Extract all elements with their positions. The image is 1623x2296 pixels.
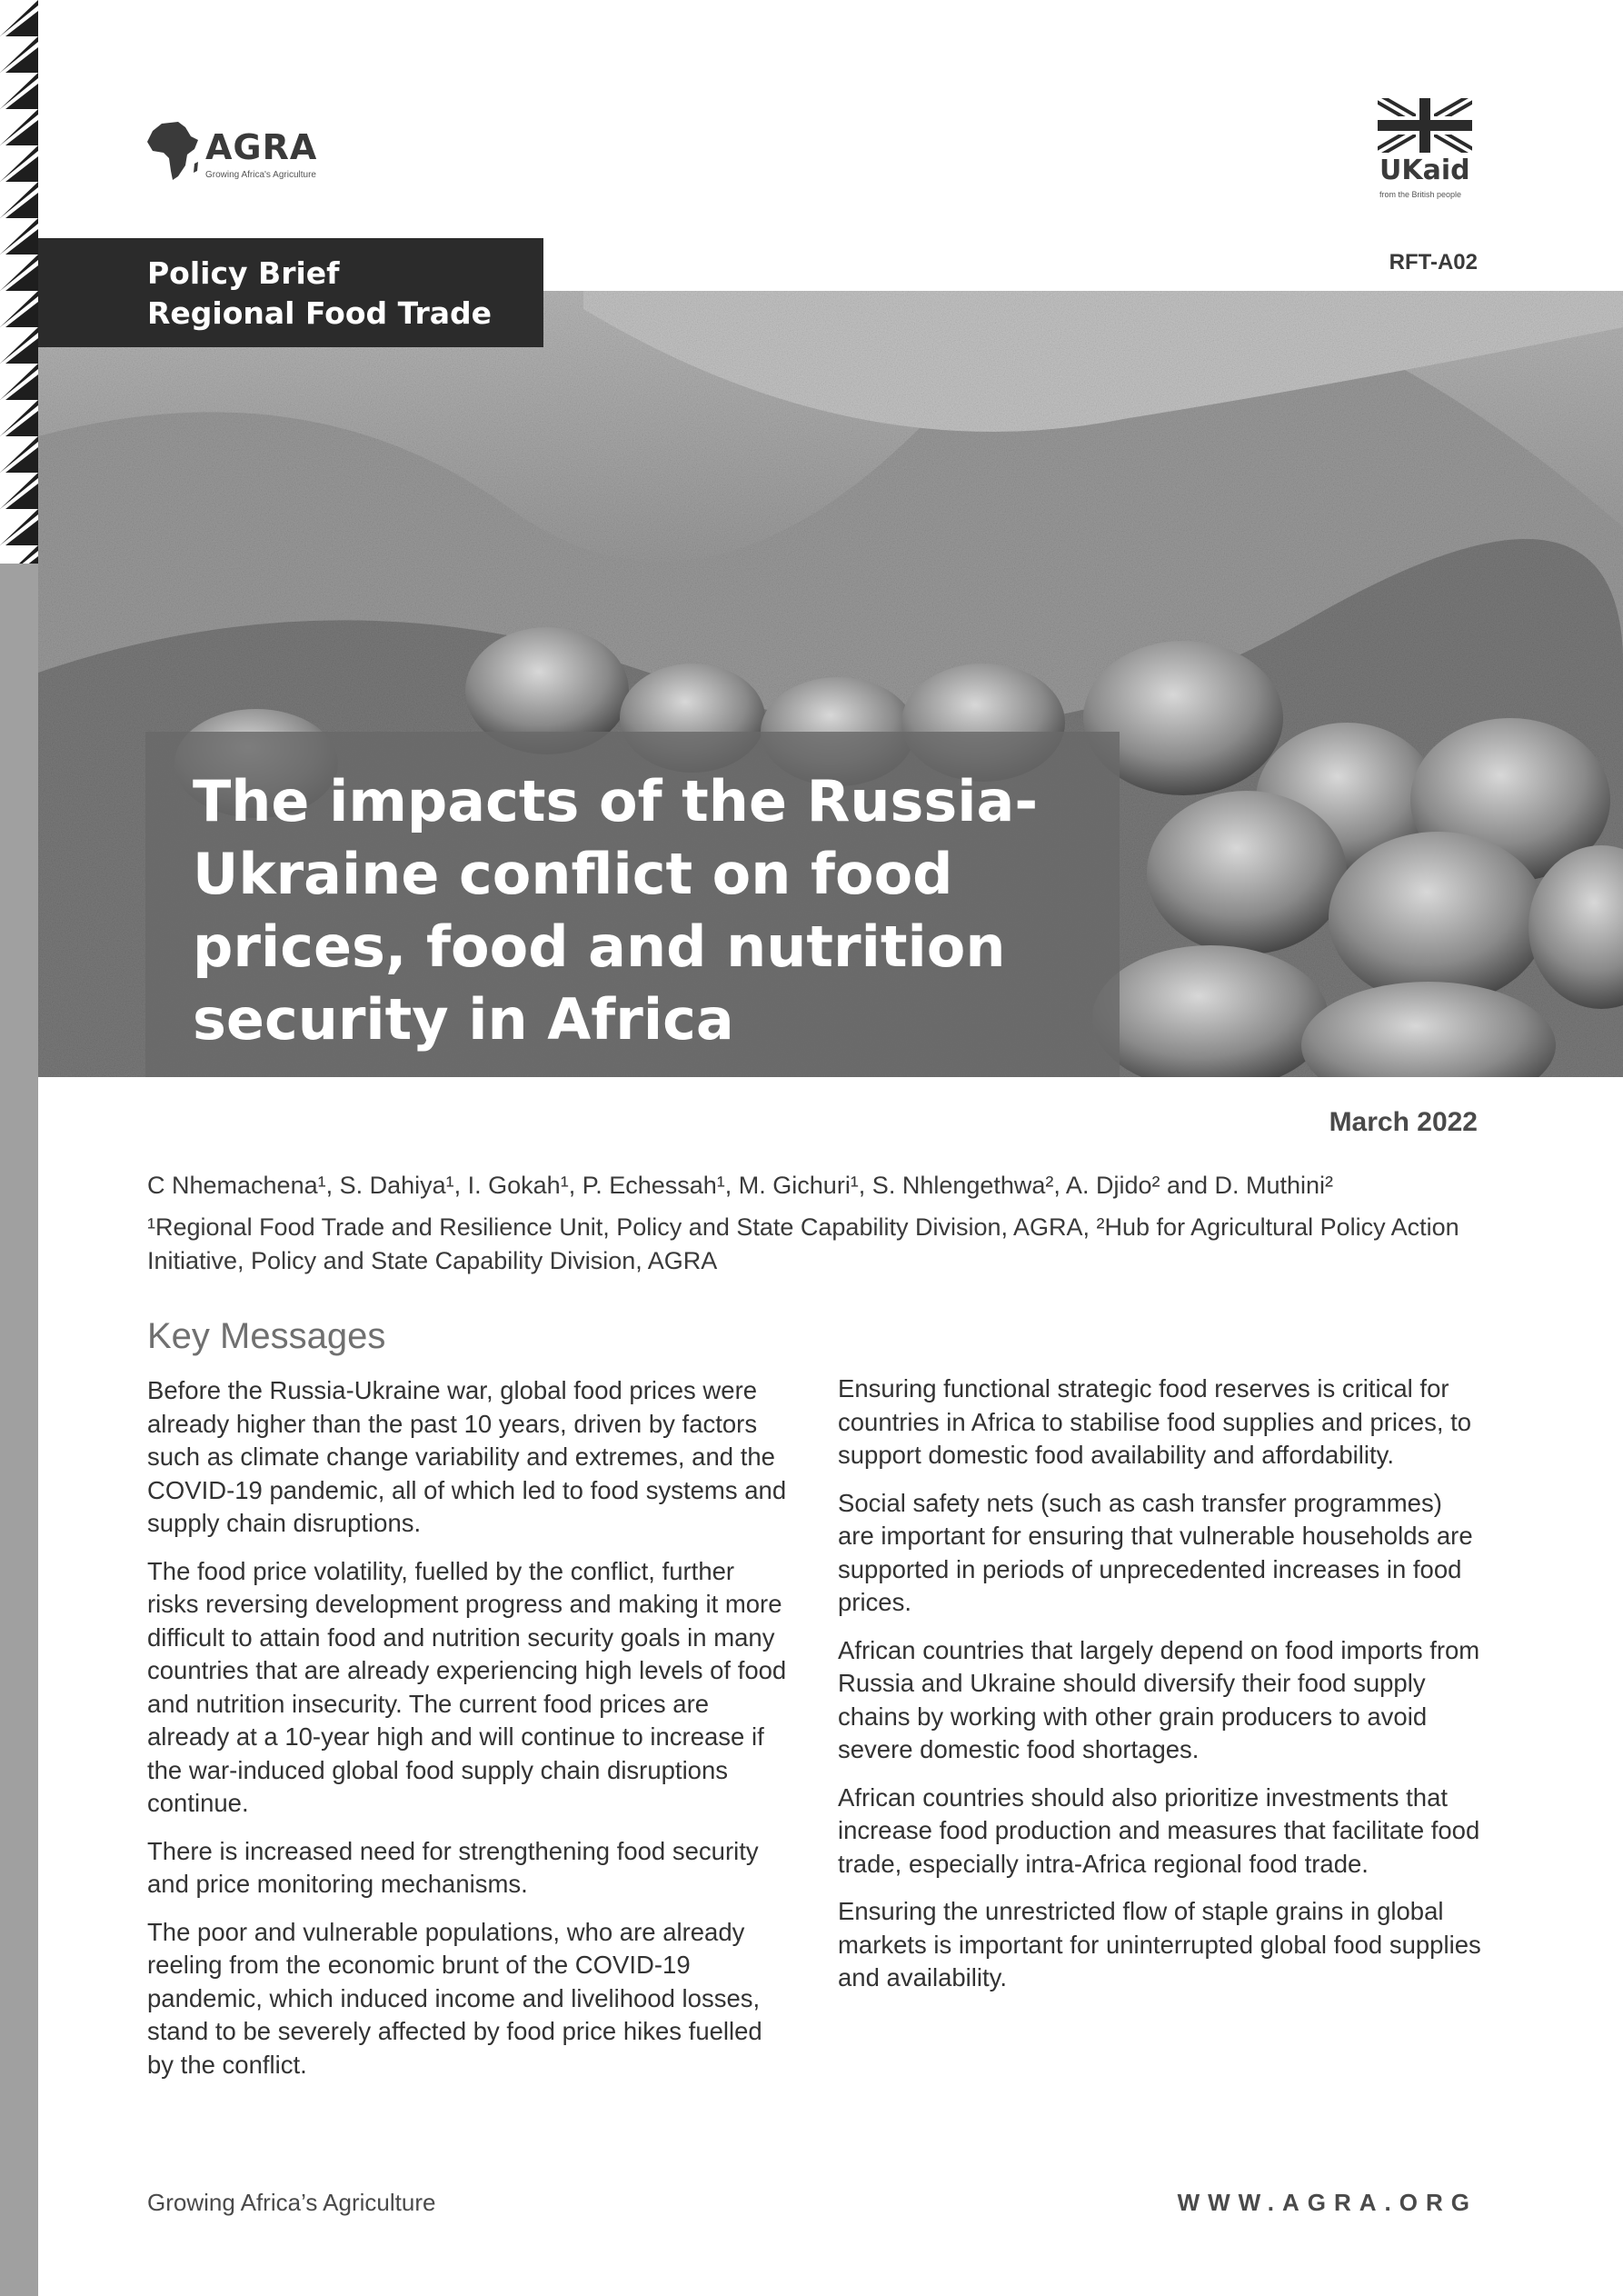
agra-logo: [145, 116, 336, 189]
series-line-1: Policy Brief: [147, 255, 340, 291]
ukaid-wordmark: UKaid: [1379, 155, 1470, 186]
key-message: African countries should also prioritize investments that increase food production and measures that facilitate food trade, especially intra-Africa regional food trade.: [838, 1782, 1480, 1878]
author-list: C Nhemachena¹, S. Dahiya¹, I. Gokah¹, P. Echessah¹, M. Gichuri¹, S. Nhlengethwa², A. Djido² and D. Muthini²: [147, 1172, 1334, 1199]
key-messages-right-column: [838, 1373, 1483, 2010]
publication-date: March 2022: [1329, 1107, 1478, 1137]
union-flag-icon: [1378, 98, 1472, 153]
key-message: The poor and vulnerable populations, who are already reeling from the economic brunt of the COVID-19 pandemic, which induced income and livelihood losses, stand to be severely affected by food price hikes fuelled by the conflict.: [147, 1917, 762, 2079]
key-message: Before the Russia-Ukraine war, global food prices were already higher than the past 10 years, driven by factors such as climate change variability and extremes, and the COVID-19 pandemic, all of which led to food systems and supply chain disruptions.: [147, 1376, 787, 1537]
author-affiliations: ¹Regional Food Trade and Resilience Unit, Policy and State Capability Division, AGRA, ²Hub for Agricultural Policy Action Initiative, Policy and State Capability Division, AGRA: [147, 1213, 1459, 1274]
africa-map-icon: [145, 116, 204, 189]
footer-website-link[interactable]: WWW.AGRA.ORG: [1177, 2189, 1478, 2216]
ukaid-logo: [1378, 98, 1478, 207]
agra-wordmark: AGRA: [205, 127, 318, 167]
policy-brief-label: [38, 238, 543, 347]
key-message: Ensuring functional strategic food reserves is critical for countries in Africa to stabilise food supplies and prices, to support domestic food availability and affordability.: [838, 1374, 1472, 1469]
key-messages-heading: Key Messages: [147, 1316, 386, 1356]
key-messages-left-column: [147, 1374, 792, 2096]
key-message: Ensuring the unrestricted flow of staple grains in global markets is important for uninterrupted global food supplies and availability.: [838, 1897, 1481, 1992]
footer-tagline: Growing Africa’s Agriculture: [147, 2189, 436, 2216]
triangle-pattern: [0, 0, 38, 582]
key-message: African countries that largely depend on food imports from Russia and Ukraine should diversify their food supply chains by working with other grain producers to avoid severe domestic food shortages.: [838, 1635, 1480, 1763]
key-message: There is increased need for strengthening food security and price monitoring mechanisms.: [147, 1836, 759, 1898]
decorative-side-strip: [0, 0, 38, 2296]
key-message: Social safety nets (such as cash transfer programmes) are important for ensuring that vulnerable households are supported in periods of unprecedented increases in food prices.: [838, 1488, 1473, 1616]
series-line-2: Regional Food Trade: [147, 295, 493, 331]
document-title: The impacts of the Russia-Ukraine conflict on food prices, food and nutrition security in Africa: [193, 768, 1039, 1053]
ukaid-subtitle: from the British people: [1379, 190, 1462, 199]
title-overlay: [145, 732, 1120, 1077]
document-code: RFT-A02: [1389, 250, 1478, 275]
agra-tagline: Growing Africa's Agriculture: [205, 170, 316, 180]
key-message: The food price volatility, fuelled by the conflict, further risks reversing development progress and making it more difficult to attain food and nutrition security goals in many countries that are already experiencing high levels of food and nutrition insecurity. The current food prices are already at a 10-year high and will continue to increase if the war-induced global food supply chain disruptions continue.: [147, 1556, 787, 1817]
